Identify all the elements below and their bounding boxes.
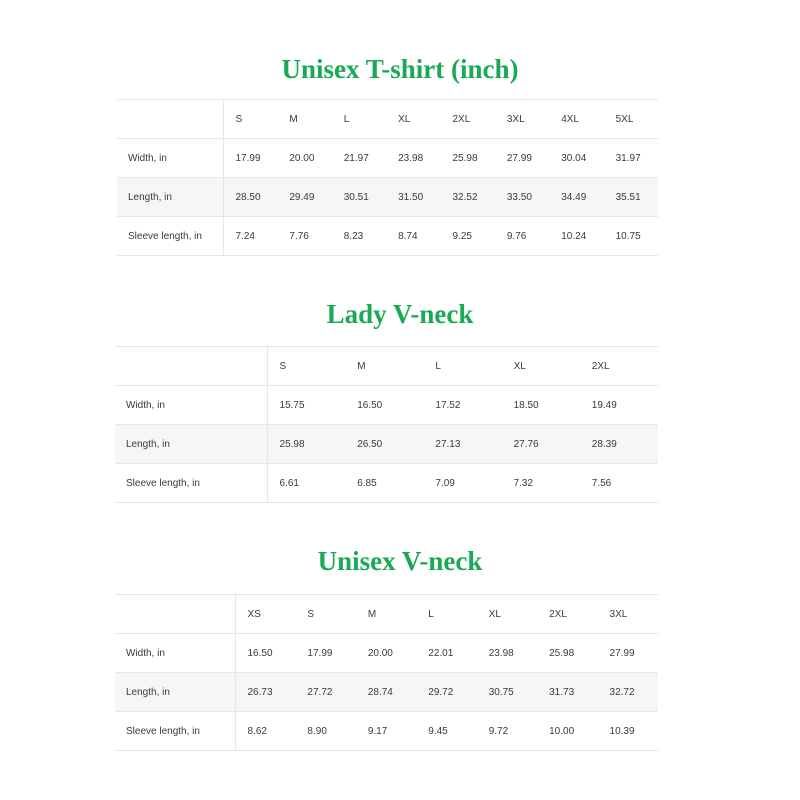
measurement-row: [117, 139, 658, 178]
header-corner-cell: [115, 347, 267, 386]
unisex-vneck-size-table: [115, 594, 658, 751]
measurement-value: 35.51: [604, 178, 658, 217]
size-header-cell: M: [277, 100, 331, 139]
measurement-value: 17.99: [223, 139, 277, 178]
measurement-value: 31.73: [537, 673, 597, 712]
size-header-cell: 2XL: [537, 595, 597, 634]
size-header-cell: M: [345, 347, 423, 386]
size-header-cell: XS: [235, 595, 295, 634]
size-header-cell: L: [423, 347, 501, 386]
measurement-value: 30.04: [549, 139, 603, 178]
size-header-cell: L: [416, 595, 476, 634]
measurement-label: Width, in: [115, 634, 235, 673]
size-header-cell: 3XL: [598, 595, 658, 634]
measurement-value: 8.23: [332, 217, 386, 256]
measurement-value: 29.49: [277, 178, 331, 217]
size-header-cell: 4XL: [549, 100, 603, 139]
size-header-cell: XL: [477, 595, 537, 634]
size-header-cell: XL: [386, 100, 440, 139]
measurement-value: 27.99: [598, 634, 658, 673]
measurement-label: Length, in: [117, 178, 223, 217]
measurement-value: 28.50: [223, 178, 277, 217]
measurement-value: 27.99: [495, 139, 549, 178]
measurement-value: 28.74: [356, 673, 416, 712]
measurement-value: 10.39: [598, 712, 658, 751]
measurement-value: 7.09: [423, 464, 501, 503]
measurement-value: 9.17: [356, 712, 416, 751]
measurement-value: 25.98: [441, 139, 495, 178]
measurement-value: 8.74: [386, 217, 440, 256]
measurement-row: [117, 217, 658, 256]
measurement-value: 30.51: [332, 178, 386, 217]
size-header-row: [117, 100, 658, 139]
measurement-label: Sleeve length, in: [115, 464, 267, 503]
measurement-value: 34.49: [549, 178, 603, 217]
measurement-value: 10.75: [604, 217, 658, 256]
unisex-vneck-title: Unisex V-neck: [317, 546, 483, 576]
measurement-value: 16.50: [345, 386, 423, 425]
measurement-label: Width, in: [117, 139, 223, 178]
measurement-value: 10.00: [537, 712, 597, 751]
measurement-value: 23.98: [477, 634, 537, 673]
size-header-cell: S: [267, 347, 345, 386]
measurement-row: [115, 712, 658, 751]
measurement-row: [115, 673, 658, 712]
unisex-tshirt-size-table: [117, 99, 658, 256]
measurement-value: 31.97: [604, 139, 658, 178]
measurement-row: [115, 386, 658, 425]
measurement-value: 7.24: [223, 217, 277, 256]
size-header-cell: M: [356, 595, 416, 634]
measurement-value: 27.76: [502, 425, 580, 464]
header-corner-cell: [117, 100, 223, 139]
size-header-cell: 2XL: [580, 347, 658, 386]
measurement-value: 9.72: [477, 712, 537, 751]
measurement-value: 7.56: [580, 464, 658, 503]
measurement-value: 8.90: [295, 712, 355, 751]
measurement-value: 19.49: [580, 386, 658, 425]
measurement-value: 33.50: [495, 178, 549, 217]
measurement-row: [117, 178, 658, 217]
measurement-value: 23.98: [386, 139, 440, 178]
measurement-value: 27.72: [295, 673, 355, 712]
size-header-row: [115, 347, 658, 386]
measurement-value: 22.01: [416, 634, 476, 673]
lady-vneck-title: Lady V-neck: [326, 299, 474, 329]
measurement-value: 7.76: [277, 217, 331, 256]
size-header-cell: S: [295, 595, 355, 634]
measurement-value: 15.75: [267, 386, 345, 425]
size-header-cell: 2XL: [441, 100, 495, 139]
measurement-value: 18.50: [502, 386, 580, 425]
measurement-value: 17.52: [423, 386, 501, 425]
measurement-value: 25.98: [537, 634, 597, 673]
measurement-value: 6.85: [345, 464, 423, 503]
size-header-cell: L: [332, 100, 386, 139]
measurement-label: Length, in: [115, 425, 267, 464]
measurement-label: Sleeve length, in: [115, 712, 235, 751]
measurement-label: Width, in: [115, 386, 267, 425]
measurement-value: 16.50: [235, 634, 295, 673]
measurement-label: Sleeve length, in: [117, 217, 223, 256]
measurement-row: [115, 634, 658, 673]
size-header-cell: 5XL: [604, 100, 658, 139]
measurement-value: 7.32: [502, 464, 580, 503]
measurement-value: 17.99: [295, 634, 355, 673]
measurement-value: 6.61: [267, 464, 345, 503]
measurement-value: 32.52: [441, 178, 495, 217]
measurement-row: [115, 464, 658, 503]
header-corner-cell: [115, 595, 235, 634]
measurement-value: 27.13: [423, 425, 501, 464]
measurement-value: 9.76: [495, 217, 549, 256]
size-header-row: [115, 595, 658, 634]
measurement-row: [115, 425, 658, 464]
measurement-value: 28.39: [580, 425, 658, 464]
size-header-cell: XL: [502, 347, 580, 386]
measurement-value: 31.50: [386, 178, 440, 217]
size-header-cell: S: [223, 100, 277, 139]
measurement-value: 8.62: [235, 712, 295, 751]
measurement-value: 21.97: [332, 139, 386, 178]
measurement-value: 20.00: [356, 634, 416, 673]
size-header-cell: 3XL: [495, 100, 549, 139]
measurement-value: 9.45: [416, 712, 476, 751]
measurement-value: 20.00: [277, 139, 331, 178]
unisex-tshirt-title: Unisex T-shirt (inch): [281, 54, 519, 84]
measurement-value: 30.75: [477, 673, 537, 712]
measurement-value: 10.24: [549, 217, 603, 256]
measurement-value: 26.50: [345, 425, 423, 464]
measurement-value: 26.73: [235, 673, 295, 712]
measurement-value: 9.25: [441, 217, 495, 256]
lady-vneck-size-table: [115, 346, 658, 503]
measurement-label: Length, in: [115, 673, 235, 712]
measurement-value: 25.98: [267, 425, 345, 464]
measurement-value: 29.72: [416, 673, 476, 712]
measurement-value: 32.72: [598, 673, 658, 712]
